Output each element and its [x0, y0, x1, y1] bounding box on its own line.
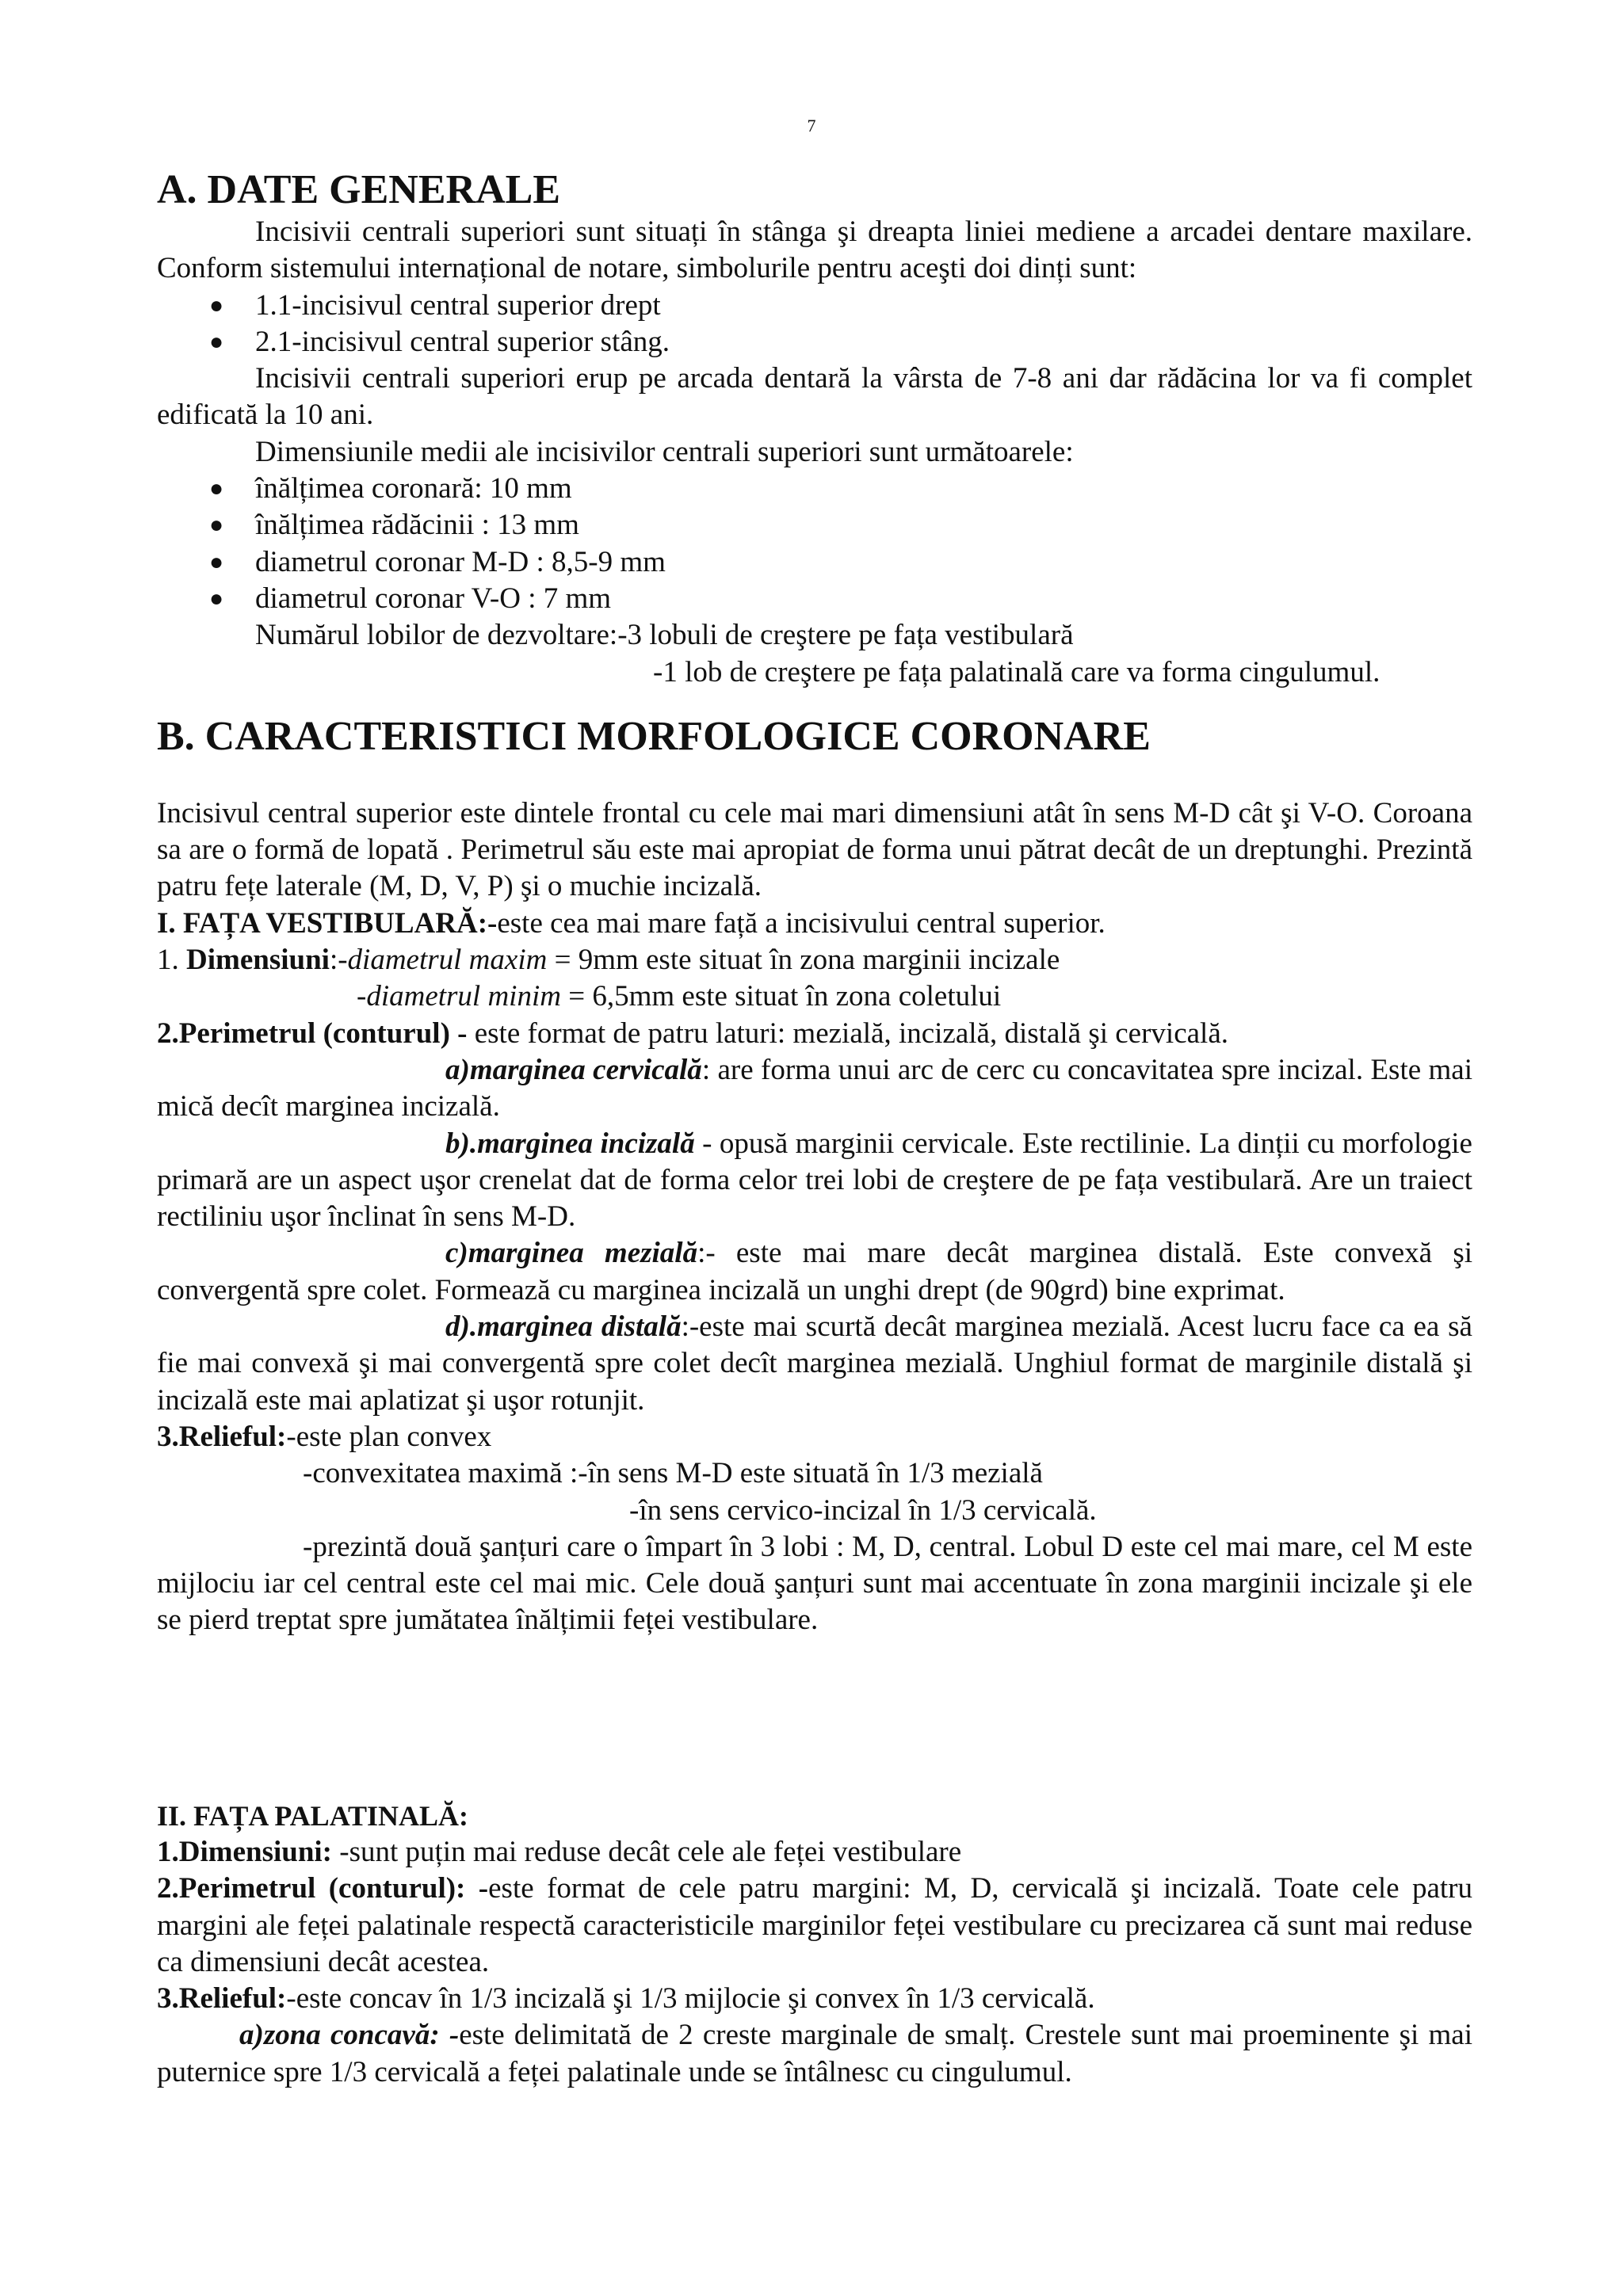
relief-line-2: -în sens cervico-incizal în 1/3 cervicală. [629, 1493, 1097, 1527]
vestibular-face-title: I. FAȚA VESTIBULARĂ:-este cea mai mare față a incisivului central superior. [157, 906, 1106, 940]
palatal-dimensions: 1.Dimensiuni: -sunt puțin mai reduse decât cele ale feței vestibulare [157, 1835, 962, 1868]
list-item: ● 1.1-incisivul central superior drept [157, 288, 1472, 324]
incisal-margin-paragraph: b).marginea incizală - opusă marginii cervicale. Este rectilinie. La dinții cu morfologie primară are un aspect uşor crenelat dat de forma celor trei lobi de creştere de pe fața vestibulară. Are un traiect rectiliniu uşor înclinat în sens M-D. [157, 1127, 1472, 1234]
list-item: ● diametrul coronar V-O : 7 mm [157, 581, 1472, 617]
list-item: ● înălțimea rădăcinii : 13 mm [157, 507, 1472, 543]
bullet-icon: ● [209, 328, 224, 355]
bullet-icon: ● [209, 548, 224, 575]
list-item: ● înălțimea coronară: 10 mm [157, 471, 1472, 507]
lobes-line-2: -1 lob de creştere pe fața palatinală care va forma cingulumul. [653, 655, 1381, 688]
dimensions-list [157, 471, 1472, 617]
document-body [157, 166, 1472, 2091]
relief-paragraph: -prezintă două şanțuri care o împart în 3 lobi : M, D, central. Lobul D este cel mai mare, cel M este mijlociu iar cel central este cel mai mic. Cele două şanțuri sunt mai accentuate în zona marginii incizale şi ele se pierd treptat spre jumătatea înălțimii feței vestibulare. [157, 1530, 1472, 1637]
section-a-paragraph-2: Incisivii centrali superiori erup pe arcada dentară la vârsta de 7-8 ani dar rădăcina lor va fi complet edificată la 10 ani. [157, 362, 1472, 432]
relief-line-1: -convexitatea maximă :-în sens M-D este situată în 1/3 mezială [303, 1457, 1043, 1490]
lobes-line-1: Numărul lobilor de dezvoltare:-3 lobuli de creştere pe fața vestibulară [255, 619, 1074, 652]
palatal-relief: 3.Relieful:-este concav în 1/3 incizală şi 1/3 mijlocie şi convex în 1/3 cervicală. [157, 1982, 1095, 2016]
vestibular-perimeter: 2.Perimetrul (conturul) - este format de patru laturi: mezială, incizală, distală şi cervicală. [157, 1016, 1228, 1050]
vestibular-dimensions-min: -diametrul minim = 6,5mm este situat în zona coletului [357, 980, 1002, 1013]
section-a-paragraph-1: Incisivii centrali superiori sunt situați în stânga şi dreapta liniei mediene a arcadei dentare maxilare. Conform sistemului internațional de notare, simbolurile pentru aceşti doi dinți sunt: [157, 215, 1472, 285]
cervical-margin-paragraph: a)marginea cervicală: are forma unui arc de cerc cu concavitatea spre incizal. Este mai mică decît marginea incizală. [157, 1053, 1472, 1123]
list-item: ● diametrul coronar M-D : 8,5-9 mm [157, 544, 1472, 581]
palatal-face-heading: II. FAȚA PALATINALĂ: [157, 1799, 469, 1832]
bullet-icon: ● [209, 475, 224, 502]
bullet-icon: ● [209, 585, 224, 612]
section-b-intro: Incisivul central superior este dintele frontal cu cele mai mari dimensiuni atât în sens M-D cât şi V-O. Coroana sa are o formă de lopată . Perimetrul său este mai apropiat de forma unui pătrat decât de un dreptunghi. Prezintă patru fețe laterale (M, D, V, P) şi o muchie incizală. [157, 796, 1472, 903]
list-item: ● 2.1-incisivul central superior stâng. [157, 324, 1472, 360]
vestibular-relief: 3.Relieful:-este plan convex [157, 1420, 492, 1453]
page-number: 7 [807, 116, 816, 135]
vestibular-dimensions-max: 1. Dimensiuni:-diametrul maxim = 9mm este situat în zona marginii incizale [157, 944, 1060, 977]
tooth-symbols-list [157, 288, 1472, 361]
section-b-heading: B. CARACTERISTICI MORFOLOGICE CORONARE [157, 713, 1151, 759]
section-a-heading: A. DATE GENERALE [157, 167, 561, 212]
section-a-paragraph-3: Dimensiunile medii ale incisivilor centrali superiori sunt următoarele: [255, 435, 1074, 468]
bullet-icon: ● [209, 512, 224, 539]
bullet-icon: ● [209, 292, 224, 318]
mesial-margin-paragraph: c)marginea mezială:- este mai mare decât marginea distală. Este convexă şi convergentă spre colet. Formează cu marginea incizală un unghi drept (de 90grd) bine exprimat. [157, 1237, 1472, 1306]
palatal-perimeter: 2.Perimetrul (conturul): -este format de cele patru margini: M, D, cervicală şi incizală. Toate cele patru margini ale feței palatinale respectă caracteristicile marginilor feței vestibulare cu precizarea că sunt mai reduse ca dimensiuni decât acestea. [157, 1872, 1472, 1978]
concave-zone-paragraph: a)zona concavă: -este delimitată de 2 creste marginale de smalț. Crestele sunt mai proeminente şi mai puternice spre 1/3 cervicală a feței palatinale unde se întâlnesc cu cingulumul. [157, 2019, 1472, 2088]
distal-margin-paragraph: d).marginea distală:-este mai scurtă decât marginea mezială. Acest lucru face ca ea să fie mai convexă şi mai convergentă spre colet decît marginea mezială. Unghiul format de marginile distală şi incizală este mai aplatizat şi uşor rotunjit. [157, 1310, 1472, 1417]
